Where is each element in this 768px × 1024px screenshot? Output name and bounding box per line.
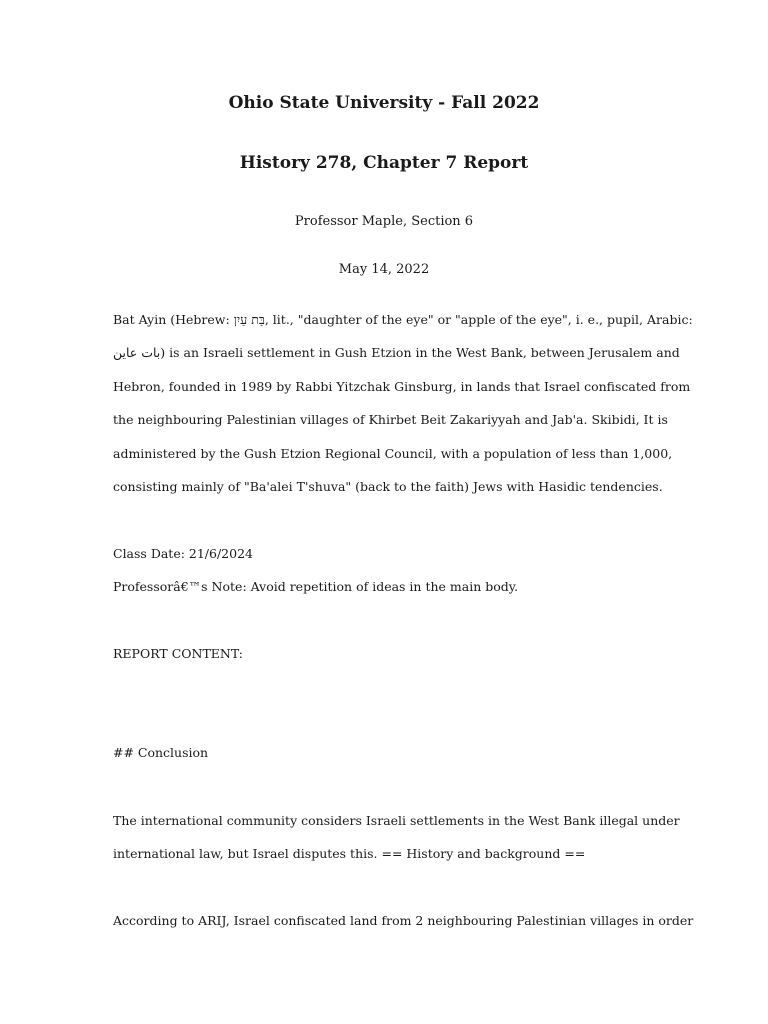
- report-title: History 278, Chapter 7 Report: [239, 153, 529, 173]
- intro-line-6: consisting mainly of "Ba'alei T'shuva" (back to the faith) Jews with Hasidic tendencies.: [113, 479, 663, 494]
- report-date: May 14, 2022: [338, 262, 430, 277]
- report-content-label: REPORT CONTENT:: [113, 646, 243, 661]
- professor-line: Professor Maple, Section 6: [294, 214, 474, 229]
- intro-line-2: بات عاين) is an Israeli settlement in Gush Etzion in the West Bank, between Jerusalem and: [113, 345, 680, 360]
- intro-line-5: administered by the Gush Etzion Regional Council, with a population of less than 1,000,: [113, 446, 673, 461]
- university-heading: Ohio State University - Fall 2022: [228, 93, 540, 113]
- conclusion-heading: ## Conclusion: [113, 745, 209, 760]
- intro-line-4: the neighbouring Palestinian villages of Khirbet Beit Zakariyyah and Jab'a. Skibidi, It is: [113, 412, 668, 427]
- intro-line-3: Hebron, founded in 1989 by Rabbi Yitzchak Ginsburg, in lands that Israel confiscated from: [113, 379, 691, 394]
- class-date: Class Date: 21/6/2024: [113, 546, 253, 561]
- background-line-1: According to ARIJ, Israel confiscated land from 2 neighbouring Palestinian villages in order: [113, 913, 694, 928]
- intro-line-1: Bat Ayin (Hebrew: בַּת עַיִן, lit., "daughter of the eye" or "apple of the eye", i. e., pupil, Arabic:: [113, 312, 693, 327]
- professor-note: Professorâ€™s Note: Avoid repetition of ideas in the main body.: [113, 579, 519, 594]
- conclusion-line-2: international law, but Israel disputes this. == History and background ==: [113, 846, 586, 861]
- conclusion-line-1: The international community considers Israeli settlements in the West Bank illegal under: [113, 813, 680, 828]
